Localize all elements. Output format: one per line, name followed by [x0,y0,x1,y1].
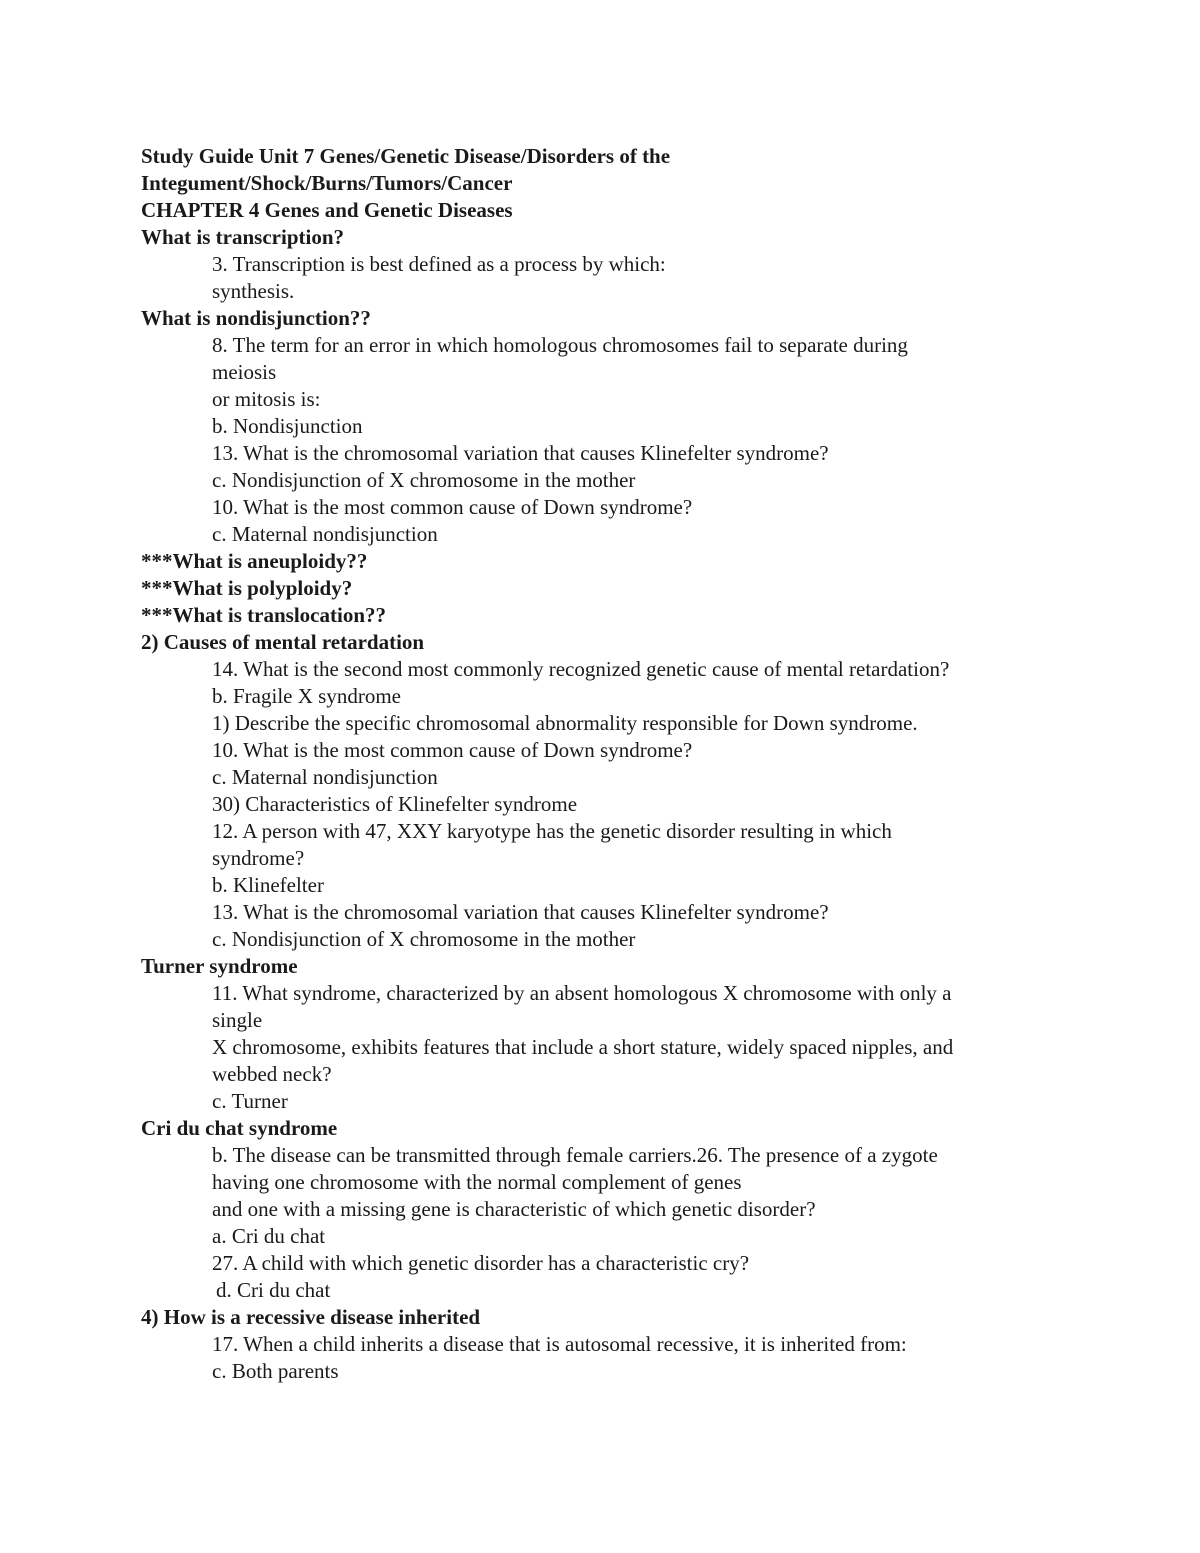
question-line: b. The disease can be transmitted through female carriers.26. The presence of a zygote [212,1143,938,1167]
question-line: 3. Transcription is best defined as a process by which: [212,252,666,276]
section-heading: ***What is polyploidy? [141,576,353,600]
question-line: meiosis [212,360,277,384]
question-line: having one chromosome with the normal complement of genes [212,1170,742,1194]
answer-line: d. Cri du chat [216,1278,331,1302]
question-line: 27. A child with which genetic disorder has a characteristic cry? [212,1251,750,1275]
question-line: 11. What syndrome, characterized by an absent homologous X chromosome with only a [212,981,952,1005]
chapter-heading: CHAPTER 4 Genes and Genetic Diseases [141,198,513,222]
document-title-line-1: Study Guide Unit 7 Genes/Genetic Disease/Disorders of the [141,144,671,168]
question-line: 12. A person with 47, XXY karyotype has the genetic disorder resulting in which [212,819,892,843]
question-line: 10. What is the most common cause of Down syndrome? [212,495,693,519]
section-heading: ***What is aneuploidy?? [141,549,368,573]
section-heading: 2) Causes of mental retardation [141,630,425,654]
question-line: X chromosome, exhibits features that include a short stature, widely spaced nipples, and [212,1035,954,1059]
section-heading: Turner syndrome [141,954,298,978]
question-line: 30) Characteristics of Klinefelter syndrome [212,792,578,816]
section-heading: What is transcription? [141,225,345,249]
question-line: c. Both parents [212,1359,339,1383]
question-line: syndrome? [212,846,305,870]
question-line: synthesis. [212,279,295,303]
question-line: 8. The term for an error in which homologous chromosomes fail to separate during [212,333,908,357]
question-line: c. Nondisjunction of X chromosome in the mother [212,468,636,492]
question-line: 17. When a child inherits a disease that is autosomal recessive, it is inherited from: [212,1332,907,1356]
question-line: c. Turner [212,1089,288,1113]
study-guide-lines [141,224,1061,1385]
question-line: webbed neck? [212,1062,332,1086]
question-line: 1) Describe the specific chromosomal abnormality responsible for Down syndrome. [212,711,918,735]
question-line: a. Cri du chat [212,1224,326,1248]
question-line: single [212,1008,263,1032]
question-line: b. Nondisjunction [212,414,363,438]
question-line: c. Maternal nondisjunction [212,522,438,546]
question-line: 14. What is the second most commonly recognized genetic cause of mental retardation? [212,657,950,681]
question-line: b. Klinefelter [212,873,324,897]
question-line: 13. What is the chromosomal variation that causes Klinefelter syndrome? [212,441,829,465]
document-title-line-2: Integument/Shock/Burns/Tumors/Cancer [141,171,513,195]
section-heading: 4) How is a recessive disease inherited [141,1305,481,1329]
section-heading: Cri du chat syndrome [141,1116,338,1140]
section-heading: ***What is translocation?? [141,603,387,627]
section-heading: What is nondisjunction?? [141,306,371,330]
question-line: c. Nondisjunction of X chromosome in the mother [212,927,636,951]
question-line: 13. What is the chromosomal variation that causes Klinefelter syndrome? [212,900,829,924]
question-line: c. Maternal nondisjunction [212,765,438,789]
document-body [141,143,1061,1385]
question-line: 10. What is the most common cause of Down syndrome? [212,738,693,762]
question-line: or mitosis is: [212,387,321,411]
question-line: and one with a missing gene is characteristic of which genetic disorder? [212,1197,816,1221]
question-line: b. Fragile X syndrome [212,684,401,708]
